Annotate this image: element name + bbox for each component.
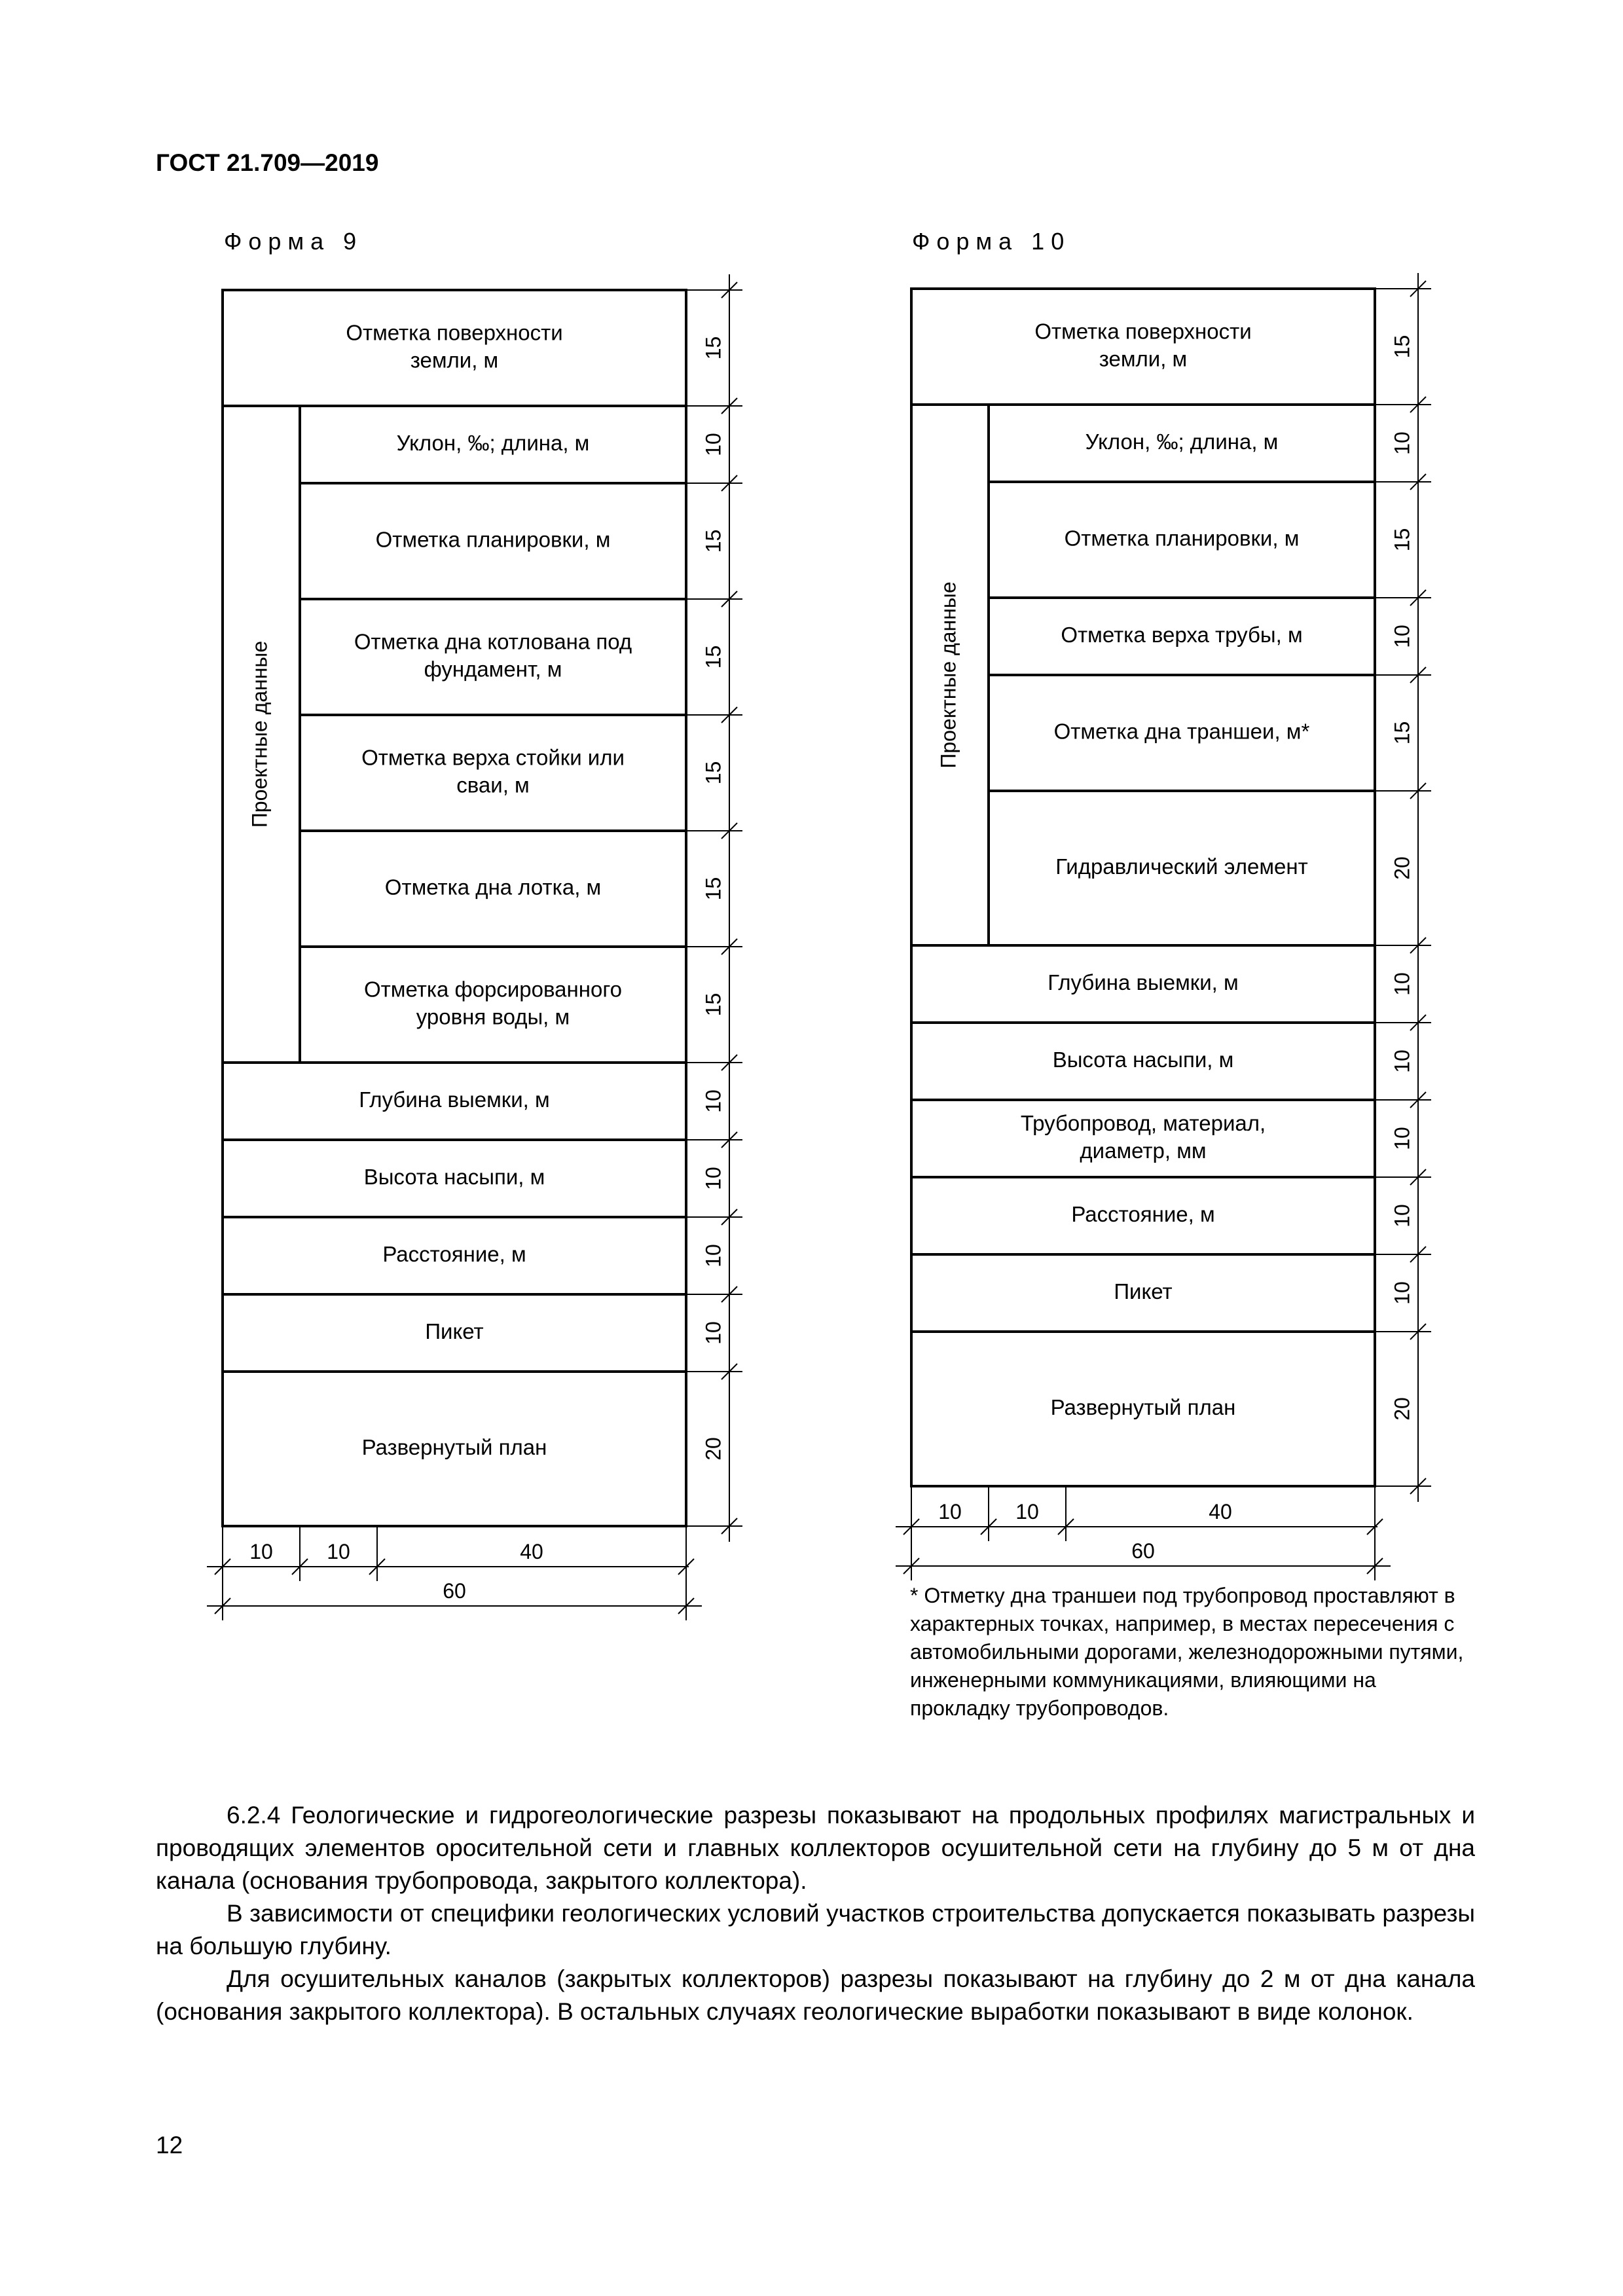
row-dimension: 10 (1390, 1204, 1414, 1228)
group-label: Проектные данные (936, 581, 960, 769)
paragraph: 6.2.4 Геологические и гидрогеологические разрезы показывают на продольных профилях магистральных и проводящих элементов оросительной сети и главных коллекторов осушительной сети на глубину до 5 м от дна канала (основания трубопровода, закрытого коллектора). (156, 1802, 1475, 1894)
form10-title: Форма 10 (912, 228, 1071, 255)
row-dimension: 10 (701, 433, 725, 456)
row-dimension: 10 (701, 1167, 725, 1190)
width-dimension: 10 (249, 1540, 273, 1563)
page-number: 12 (156, 2132, 183, 2159)
row-label-line: земли, м (1099, 346, 1188, 371)
row-label-line: Развернутый план (1050, 1394, 1236, 1419)
row-label-line: Трубопровод, материал, (1020, 1110, 1266, 1135)
row-dimension: 15 (701, 529, 725, 553)
row-label (361, 745, 625, 797)
row-dimension: 10 (1390, 431, 1414, 455)
row-dimension: 15 (701, 645, 725, 669)
row-label (1061, 623, 1302, 647)
row-label-line: Отметка планировки, м (375, 527, 611, 552)
row-dimension: 10 (1390, 1049, 1414, 1073)
row-label (1065, 526, 1300, 550)
paragraph: Для осушительных каналов (закрытых коллекторов) разрезы показывают на глубину до 2 м от дна канала (основания закрытого коллектора). В остальных случаях геологические выработки показывают в виде колонок. (156, 1965, 1475, 2025)
row-label-line: Отметка поверхности (1034, 319, 1252, 344)
row-dimension: 20 (1390, 856, 1414, 880)
row-label-line: Глубина выемки, м (1048, 970, 1239, 994)
total-width-dimension: 60 (443, 1579, 466, 1603)
row-label-line: Отметка дна лотка, м (384, 875, 602, 900)
body-text (156, 1799, 1475, 2028)
row-label (425, 1319, 483, 1343)
row-label-line: Отметка верха стойки или (361, 745, 625, 770)
row-label-line: Расстояние, м (1071, 1201, 1215, 1226)
width-dimension: 40 (1209, 1500, 1232, 1523)
row-label-line: Расстояние, м (382, 1241, 526, 1266)
row-label-line: Отметка поверхности (346, 320, 563, 345)
row-dimension: 10 (1390, 1281, 1414, 1305)
group-label: Проектные данные (247, 640, 272, 828)
row-label (1053, 1048, 1234, 1072)
row-dimension: 10 (701, 1321, 725, 1345)
row-label (382, 1242, 526, 1266)
width-dimension: 40 (520, 1540, 543, 1563)
row-label (397, 431, 590, 455)
row-label-line: Высота насыпи, м (1052, 1047, 1234, 1072)
document-id: ГОСТ 21.709—2019 (156, 149, 379, 176)
form10-table (896, 273, 1431, 1580)
row-dimension: 15 (1390, 528, 1414, 552)
width-dimension: 10 (327, 1540, 350, 1563)
row-label (354, 629, 632, 681)
row-label-line: Высота насыпи, м (363, 1164, 545, 1189)
row-label (362, 1435, 547, 1459)
row-label (1114, 1279, 1172, 1303)
row-label-line: фундамент, м (424, 657, 562, 682)
row-label-line: Отметка планировки, м (1064, 526, 1300, 551)
row-label (364, 1165, 545, 1189)
row-dimension: 15 (701, 336, 725, 360)
table-frame (911, 289, 1375, 1486)
form10-footnote: * Отметку дна траншеи под трубопровод проставляют в характерных точках, например, в местах пересечения с автомобильными дорогами, железнодорожными путями, инженерными коммуникациями, влияющими на прокладку трубопроводов. (910, 1584, 1464, 1720)
row-label (346, 320, 562, 372)
row-label (1021, 1111, 1266, 1163)
row-dimension: 10 (1390, 972, 1414, 996)
row-dimension: 15 (701, 761, 725, 785)
row-dimension: 10 (1390, 1127, 1414, 1150)
row-label-line: Отметка дна котлована под (354, 629, 632, 654)
width-dimension: 10 (938, 1500, 962, 1523)
row-label (1034, 319, 1251, 371)
row-label-line: Развернутый план (361, 1434, 547, 1459)
row-label (1071, 1202, 1214, 1226)
row-label-line: Гидравлический элемент (1055, 854, 1308, 879)
row-dimension: 20 (701, 1437, 725, 1461)
form9-title: Форма 9 (224, 228, 363, 255)
row-dimension: 10 (701, 1089, 725, 1113)
row-label-line: сваи, м (456, 773, 530, 797)
row-label-line: Отметка верха трубы, м (1061, 622, 1303, 647)
row-label-line: Уклон, ‰; длина, м (1085, 429, 1279, 454)
row-label (1054, 719, 1310, 743)
row-label-line: Отметка дна траншеи, м* (1053, 719, 1310, 744)
paragraph: В зависимости от специфики геологических условий участков строительства допускается показывать разрезы на большую глубину. (156, 1900, 1475, 1959)
row-label (1048, 970, 1238, 994)
form9-table (207, 274, 742, 1620)
row-dimension: 15 (1390, 721, 1414, 745)
row-label (385, 875, 601, 899)
row-label-line: Отметка форсированного (363, 977, 623, 1002)
row-dimension: 15 (701, 877, 725, 901)
row-label-line: земли, м (410, 348, 499, 373)
row-label (376, 527, 611, 551)
row-label-line: уровня воды, м (416, 1004, 570, 1029)
row-dimension: 15 (1390, 335, 1414, 359)
row-dimension: 20 (1390, 1397, 1414, 1421)
row-label-line: диаметр, мм (1080, 1138, 1207, 1163)
row-label (1085, 429, 1279, 454)
row-label (1055, 854, 1308, 879)
row-dimension: 10 (1390, 625, 1414, 648)
row-label (359, 1087, 549, 1112)
row-label-line: Глубина выемки, м (359, 1087, 550, 1112)
row-dimension: 10 (701, 1244, 725, 1267)
row-label-line: Пикет (1114, 1279, 1173, 1303)
row-label-line: Пикет (425, 1319, 484, 1343)
row-label (364, 977, 622, 1029)
row-dimension: 15 (701, 993, 725, 1017)
row-label (1051, 1395, 1236, 1419)
width-dimension: 10 (1015, 1500, 1039, 1523)
total-width-dimension: 60 (1131, 1539, 1155, 1563)
row-label-line: Уклон, ‰; длина, м (396, 430, 590, 455)
